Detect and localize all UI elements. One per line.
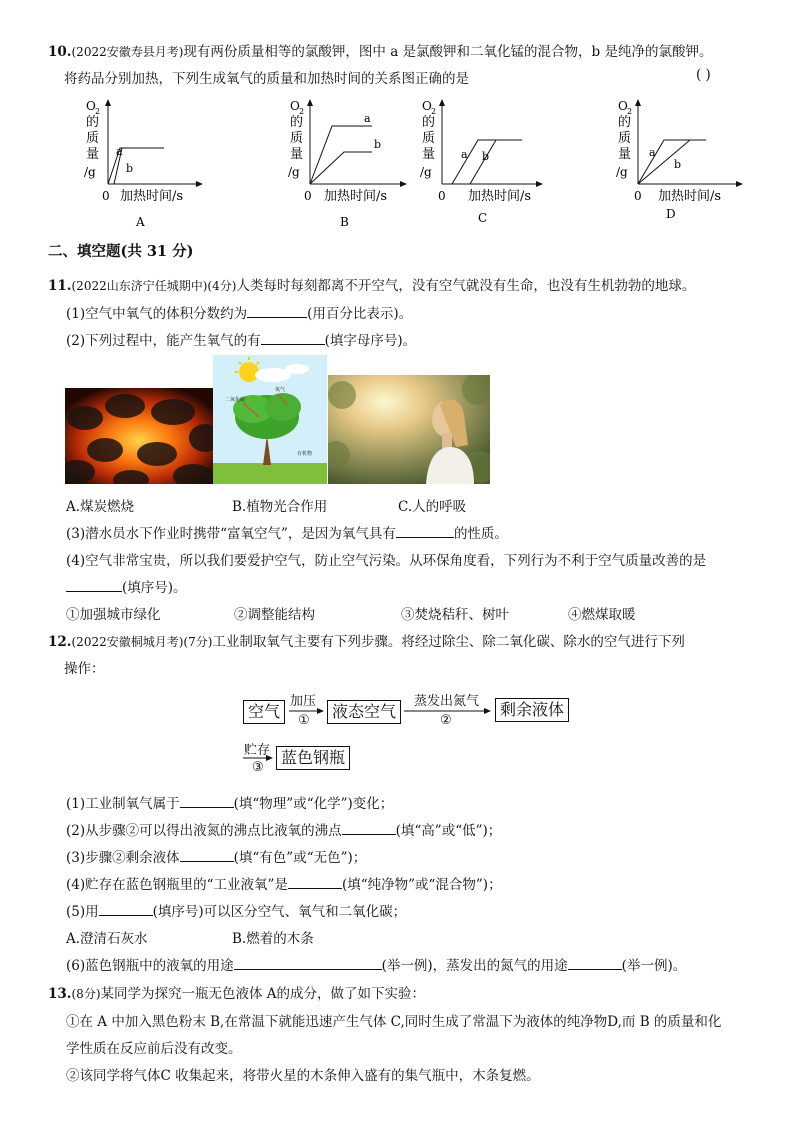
graph-c-ylabel-zhi: 质 — [422, 131, 436, 146]
graph-a-label-b: b — [126, 162, 134, 175]
graph-c-xlabel: 加热时间/s — [468, 189, 532, 204]
flow-step2-number: ② — [440, 713, 452, 728]
flow-step1-label: 加压 — [290, 694, 317, 709]
graph-d-ylabel-de: 的 — [618, 115, 632, 130]
q10-source: (2022安徽寿县月考) — [71, 45, 184, 59]
graph-a-ylabel-unit: /g — [84, 165, 96, 179]
graph-c-ylabel-de: 的 — [422, 115, 436, 130]
q11-option-a: A.煤炭燃烧 — [66, 499, 135, 515]
q12-part5 — [66, 900, 406, 920]
tree-label-o2: 氧气 — [275, 387, 286, 393]
q11-part1-tail: (用百分比表示)。 — [307, 306, 413, 322]
graph-c-label-b: b — [482, 150, 490, 163]
graph-d-ylabel-o: O — [618, 99, 628, 113]
flow-step3-label: 贮存 — [244, 743, 271, 758]
q11-number: 11. — [48, 278, 72, 294]
q11-part4-tail: (填序号)。 — [122, 580, 187, 596]
q12-stem-text: 工业制取氧气主要有下列步骤。将经过除尘、除二氧化碳、除水的空气进行下列 — [212, 634, 685, 650]
flow-step2-label: 蒸发出氮气 — [414, 694, 480, 709]
graph-b-ylabel-liang: 量 — [290, 147, 304, 162]
q12-part5-tail: (填序号)可以区分空气、氧气和二氧化碳； — [152, 904, 407, 920]
graph-c-option: C — [478, 211, 488, 225]
q10-line2: 将药品分别加热，下列生成氧气的质量和加热时间的关系图正确的是 — [64, 71, 469, 87]
section-title: 二、填空题(共 31 分) — [48, 243, 194, 260]
graph-a-origin: 0 — [102, 189, 110, 203]
q13-source: (8分) — [71, 987, 101, 1001]
graph-a-ylabel-o: O — [86, 99, 96, 113]
graph-d-origin: 0 — [634, 189, 642, 203]
q10-answer-paren: ( ) — [696, 67, 711, 83]
q12-part2-text: (2)从步骤②可以得出液氮的沸点比液氧的沸点 — [66, 823, 342, 839]
tree-label-co2: 二氧化碳 — [225, 397, 246, 403]
graph-c-ylabel-unit: /g — [420, 165, 432, 179]
graph-c-ylabel-sub: 2 — [431, 107, 437, 116]
graph-a-ylabel-de: 的 — [86, 115, 100, 130]
graph-b-ylabel-sub: 2 — [299, 107, 305, 116]
graph-d-ylabel-sub: 2 — [627, 107, 633, 116]
graph-a-ylabel-liang: 量 — [86, 147, 100, 162]
q12-part3-text: (3)步骤②剩余液体 — [66, 850, 180, 866]
q12-part2-tail: (填“高”或“低”)； — [395, 823, 502, 839]
graph-b-ylabel-unit: /g — [288, 165, 300, 179]
q12-part4-text: (4)贮存在蓝色钢瓶里的“工业液氧”是 — [66, 877, 288, 893]
q12-blank-3[interactable] — [180, 849, 234, 862]
q12-part3 — [66, 846, 366, 866]
q12-source: (2022安徽桐城月考)(7分) — [71, 635, 213, 649]
graph-d-option: D — [666, 207, 676, 221]
q11-choice-2: ②调整能结构 — [234, 607, 315, 623]
q11-part2-tail: (填字母序号)。 — [324, 333, 417, 349]
q12-part1 — [66, 792, 393, 812]
q11-choice-3: ③焚烧秸秆、树叶 — [401, 607, 509, 623]
q11-option-c: C.人的呼吸 — [398, 499, 467, 515]
graph-a-ylabel-zhi: 质 — [86, 131, 100, 146]
q10-number: 10. — [48, 44, 72, 60]
q12-part5-text: (5)用 — [66, 904, 99, 920]
q12-part2 — [66, 819, 501, 839]
q12-blank-4[interactable] — [288, 876, 342, 889]
q12-part1-text: (1)工业制氧气属于 — [66, 796, 180, 812]
q12-stem-line2: 操作： — [64, 661, 105, 677]
flow-box-residual-liquid: 剩余液体 — [495, 698, 569, 722]
q11-stem-text: 人类每时每刻都离不开空气，没有空气就没有生命，也没有生机勃勃的地球。 — [236, 278, 696, 294]
q12-blank-5[interactable] — [99, 903, 153, 916]
q12-part6 — [66, 954, 686, 974]
graph-a-ylabel-sub: 2 — [95, 107, 101, 116]
q11-choice-4: ④燃煤取暖 — [568, 607, 636, 623]
graph-b-xlabel: 加热时间/s — [324, 189, 388, 204]
q11-part1-text: (1)空气中氧气的体积分数约为 — [66, 306, 248, 322]
graph-b-option: B — [340, 215, 349, 229]
q11-part3-tail: 的性质。 — [453, 526, 508, 542]
graph-d-ylabel-liang: 量 — [618, 147, 632, 162]
graph-c-ylabel-o: O — [422, 99, 432, 113]
q11-choice-1: ①加强城市绿化 — [66, 607, 161, 623]
q11-source: (2022山东济宁任城期中)(4分) — [71, 279, 237, 293]
q10-stem: 现有两份质量相等的氯酸钾，图中 a 是氯酸钾和二氧化锰的混合物，b 是纯净的氯酸钾。 — [183, 44, 713, 60]
graph-d-xlabel: 加热时间/s — [658, 189, 722, 204]
q13-stem-text: 某同学为探究一瓶无色液体 A的成分，做了如下实验： — [100, 986, 426, 1002]
q13-line3: ②该同学将气体C 收集起来，将带火星的木条伸入盛有的集气瓶中，木条复燃。 — [66, 1068, 540, 1084]
graph-a-xlabel: 加热时间/s — [120, 189, 184, 204]
graph-b-origin: 0 — [304, 189, 312, 203]
q12-blank-2[interactable] — [342, 822, 396, 835]
flow-box-blue-cylinder: 蓝色钢瓶 — [276, 746, 350, 770]
q12-option-b: B.燃着的木条 — [232, 931, 314, 947]
q12-blank-1[interactable] — [180, 795, 234, 808]
q12-part6-text: (6)蓝色钢瓶中的液氧的用途 — [66, 958, 234, 974]
graph-b-ylabel-de: 的 — [290, 115, 304, 130]
graph-c-ylabel-liang: 量 — [422, 147, 436, 162]
q12-number: 12. — [48, 634, 72, 650]
graph-d-ylabel-zhi: 质 — [618, 131, 632, 146]
graph-b-ylabel-o: O — [290, 99, 300, 113]
q13-line2: 学性质在反应前后没有改变。 — [66, 1041, 242, 1057]
flow-step3-number: ③ — [252, 760, 264, 775]
flow-box-liquid-air: 液态空气 — [327, 700, 401, 724]
q13-number: 13. — [48, 986, 72, 1002]
q13-stem — [48, 982, 425, 1002]
q11-part2-text: (2)下列过程中，能产生氧气的有 — [66, 333, 261, 349]
graph-d-ylabel-unit: /g — [616, 165, 628, 179]
q12-part4-tail: (填“纯净物”或“混合物”)； — [341, 877, 502, 893]
graph-c-origin: 0 — [438, 189, 446, 203]
graph-d-label-b: b — [674, 158, 682, 171]
graph-b-label-a: a — [364, 112, 371, 125]
graph-a-label-a: a — [116, 145, 123, 158]
q12-blank-7[interactable] — [568, 957, 622, 970]
q11-part4: (4)空气非常宝贵，所以我们要爱护空气，防止空气污染。从环保角度看，下列行为不利于空气质量改善的是 — [66, 553, 707, 569]
q12-part1-tail: (填“物理”或“化学”)变化； — [233, 796, 394, 812]
q12-option-a: A.澄清石灰水 — [66, 931, 148, 947]
flow-box-air: 空气 — [243, 700, 285, 724]
q12-part4 — [66, 873, 502, 893]
tree-label-organic: 有机物 — [297, 451, 313, 457]
q12-part6-tail: (举一例)。 — [621, 958, 687, 974]
q11-part3-text: (3)潜水员水下作业时携带“富氧空气”，是因为氧气具有 — [66, 526, 396, 542]
graph-a-option: A — [136, 215, 145, 229]
graph-d-label-a: a — [649, 146, 656, 159]
q12-part6-mid: (举一例)，蒸发出的氮气的用途 — [381, 958, 568, 974]
graph-b-label-b: b — [374, 138, 382, 151]
q12-blank-6[interactable] — [234, 957, 382, 970]
q11-option-b: B.植物光合作用 — [232, 499, 328, 515]
graph-c-label-a: a — [461, 148, 468, 161]
q12-part3-tail: (填“有色”或“无色”)； — [233, 850, 367, 866]
flow-step1-number: ① — [298, 713, 310, 728]
graph-b-ylabel-zhi: 质 — [290, 131, 304, 146]
q13-line1: ①在 A 中加入黑色粉末 B,在常温下就能迅速产生气体 C,同时生成了常温下为液体的纯净物D,而 B 的质量和化 — [66, 1014, 722, 1030]
